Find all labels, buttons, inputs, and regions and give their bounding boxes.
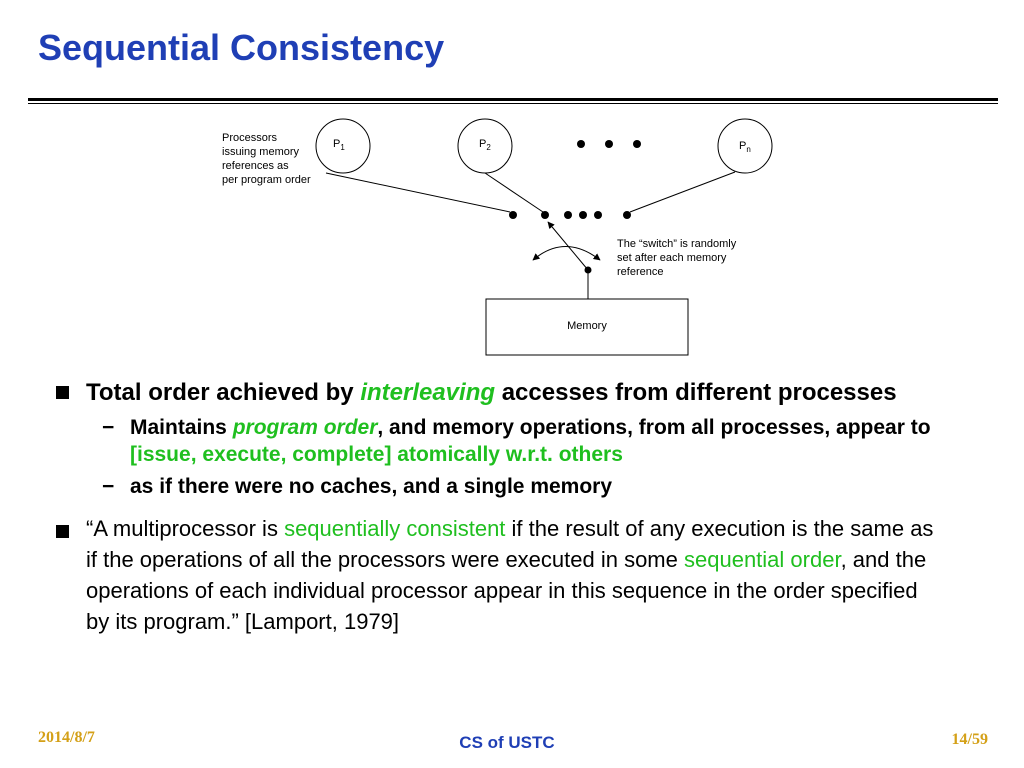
switch-contacts: [509, 211, 631, 219]
processor-p1-subscript: 1: [340, 143, 345, 152]
processors-note-line: issuing memory: [222, 146, 300, 158]
switch-note-line: The “switch” is randomly: [617, 238, 737, 250]
square-bullet-icon: [56, 386, 69, 399]
quote-text: , and the operations of each individual processor appear in this sequence in the order specified by its program.” [Lamport, 1979]: [86, 547, 927, 634]
sub-bullet-highlight: [issue, execute, complete] atomically w.r.t. others: [130, 443, 623, 466]
bullet-list: [52, 376, 952, 637]
sub-bullet-text: as if there were no caches, and a single memory: [130, 475, 613, 498]
processor-ellipsis: [577, 140, 641, 148]
processor-pn-letter: P: [739, 140, 747, 152]
quote-text: if the result of any execution is the same as if the operations of all the processors were executed in some: [86, 516, 934, 572]
sub-bullet-emphasis: program order: [232, 416, 378, 439]
footer-course: CS of USTC: [459, 733, 555, 752]
processor-connections: [326, 172, 735, 212]
square-bullet-icon: [56, 525, 69, 538]
quote-highlight: sequential order: [684, 547, 841, 572]
sub-bullet-text: Maintains: [130, 416, 233, 439]
sub-bullet-text: , and memory operations, from all processes, appear to: [377, 416, 931, 439]
sequential-consistency-diagram: [0, 0, 1024, 370]
quote-text: “A multiprocessor is: [86, 516, 285, 541]
bullet-text: Total order achieved by: [86, 379, 361, 406]
processors-note-line: references as: [222, 160, 289, 172]
bullet-emphasis: interleaving: [360, 379, 496, 406]
processor-p2-subscript: 2: [486, 143, 491, 152]
footer-page-number: 14/59: [951, 731, 988, 748]
bullet-text: accesses from different processes: [495, 379, 897, 406]
dash-bullet-icon: −: [102, 475, 115, 498]
memory-label: Memory: [567, 320, 607, 332]
dash-bullet-icon: −: [102, 416, 115, 439]
sub-bullet-no-caches: [52, 473, 952, 500]
sub-bullet-program-order: [52, 414, 952, 468]
bullet-lamport-quote: [52, 513, 946, 637]
switch-note-line: set after each memory: [617, 252, 727, 264]
switch-pivot: [585, 267, 592, 274]
processors-note: [222, 132, 311, 186]
processor-pn-subscript: n: [746, 145, 751, 154]
switch-arm: [548, 222, 588, 270]
switch-note-line: reference: [617, 266, 664, 278]
slide-title: Sequential Consistency: [38, 27, 445, 68]
processor-p2-letter: P: [479, 138, 487, 150]
footer-date: 2014/8/7: [38, 729, 95, 746]
switch-rotation-arrow: [533, 247, 600, 261]
processors-note-line: per program order: [222, 174, 311, 186]
processors-note-line: Processors: [222, 132, 278, 144]
switch-note: [617, 238, 739, 278]
bullet-total-order: [52, 376, 952, 409]
quote-highlight: sequentially consistent: [284, 516, 506, 541]
processor-p1-letter: P: [333, 138, 341, 150]
